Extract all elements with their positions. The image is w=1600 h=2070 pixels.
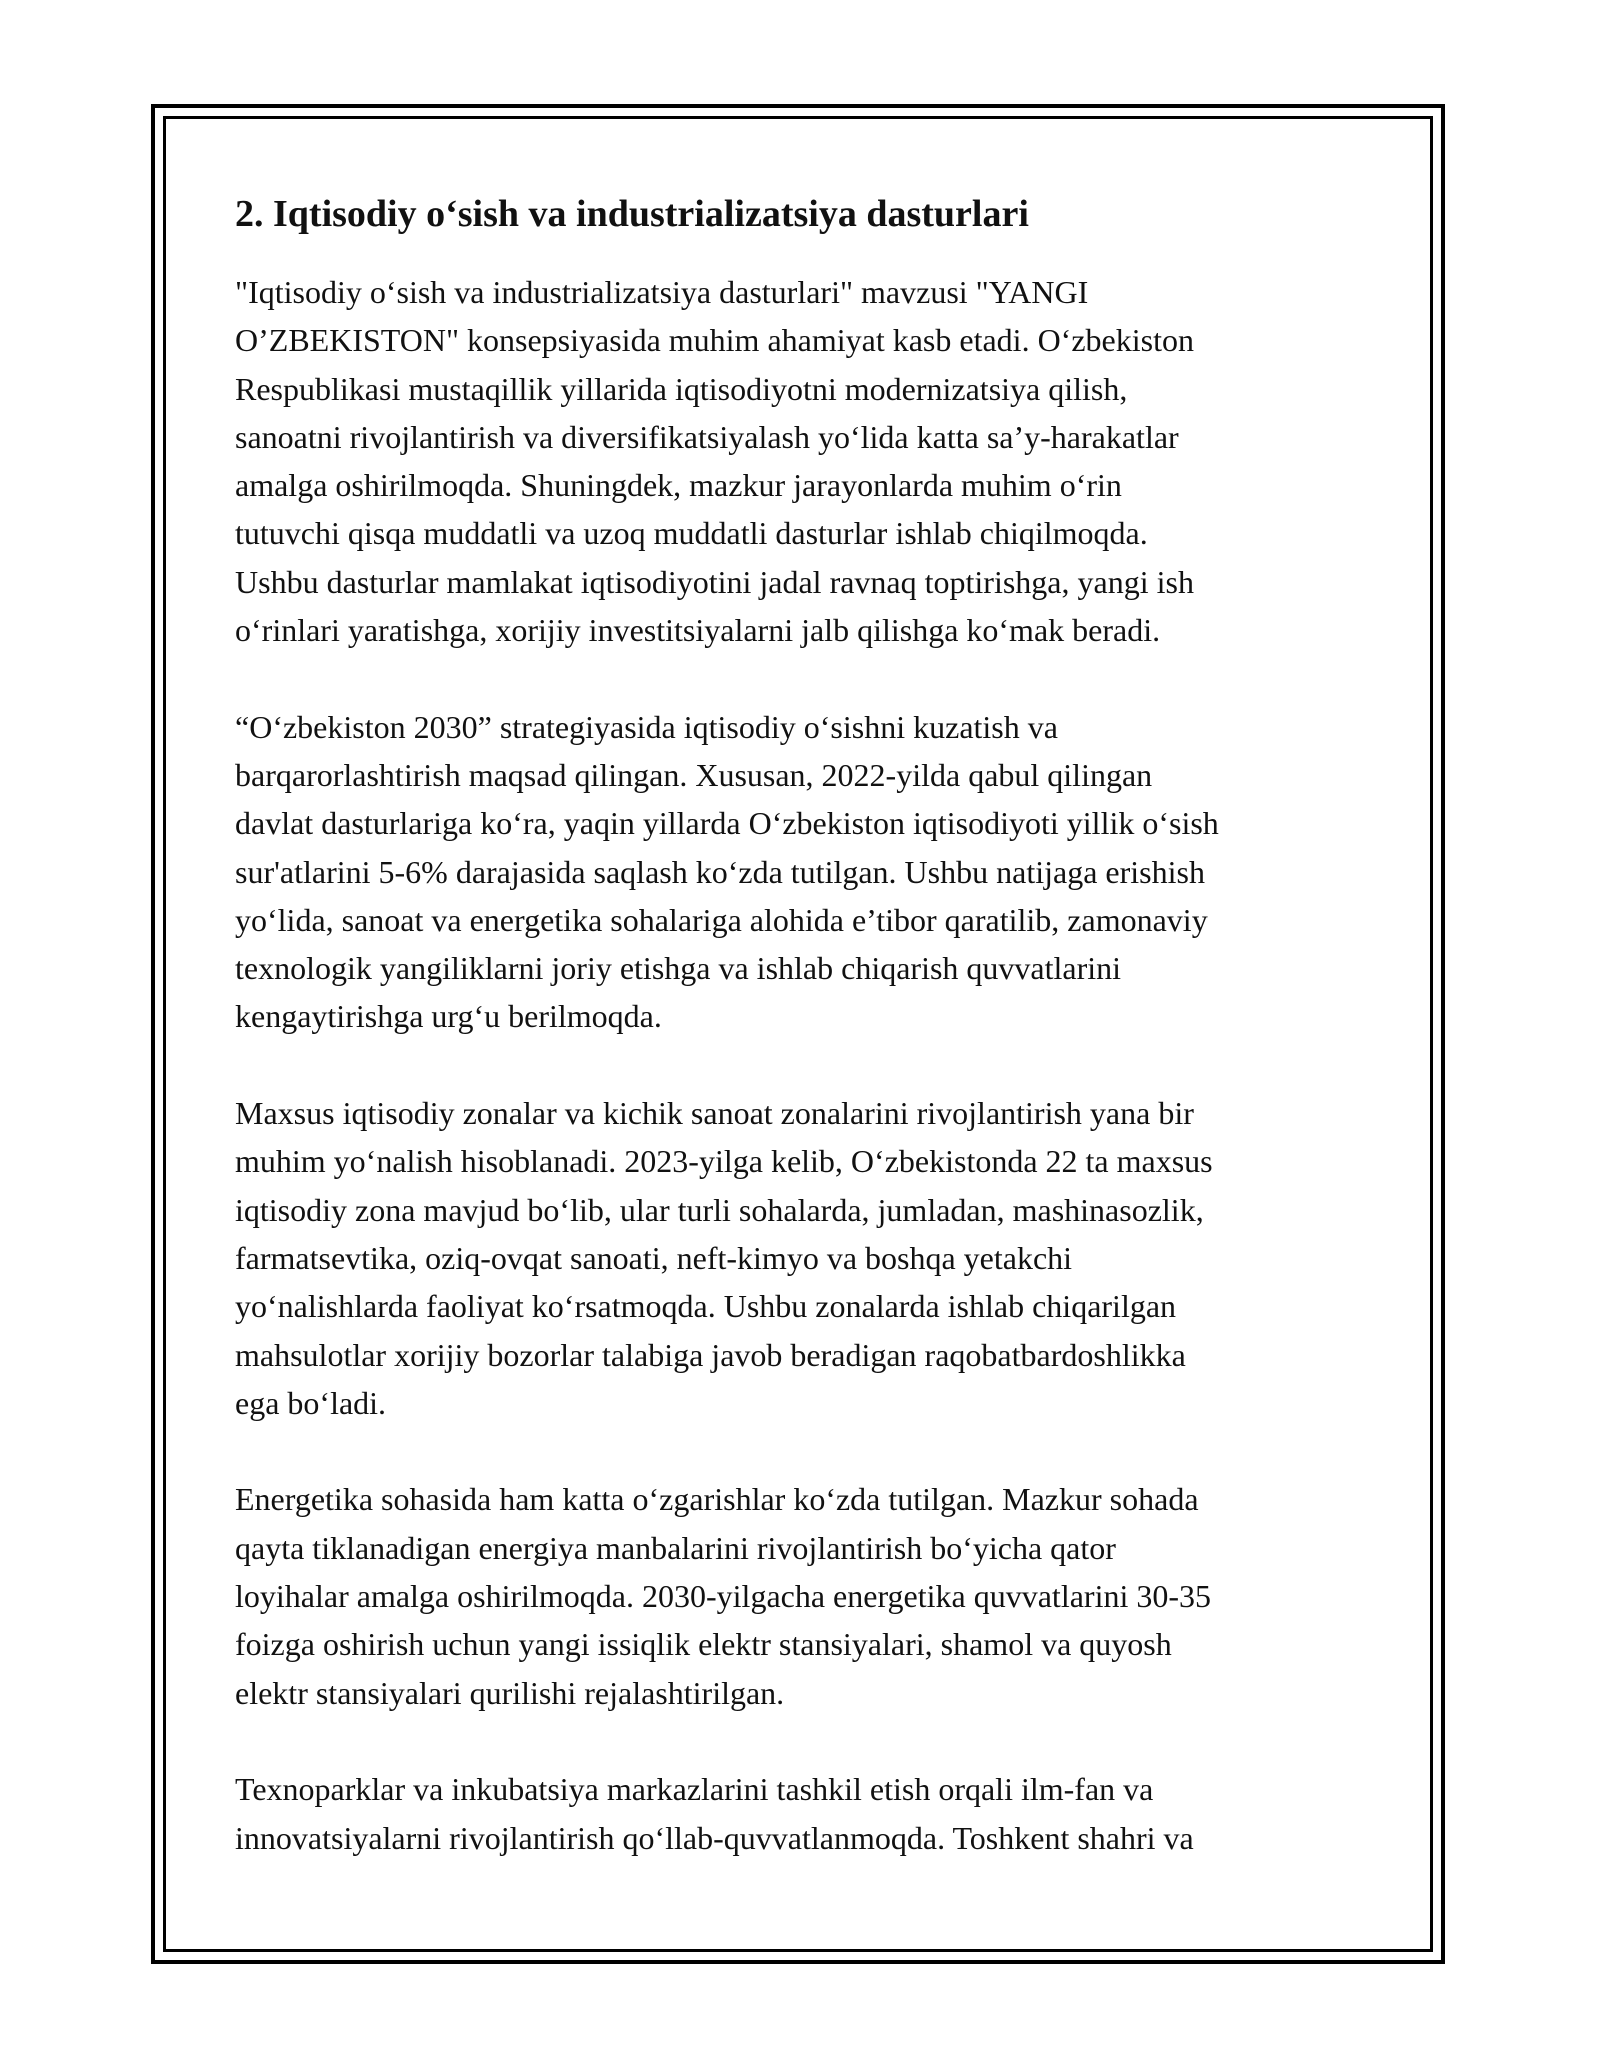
text-line: Energetika sohasida ham katta o‘zgarishlar ko‘zda tutilgan. Mazkur sohada	[235, 1481, 1199, 1518]
text-line: yo‘nalishlarda faoliyat ko‘rsatmoqda. Ushbu zonalarda ishlab chiqarilgan	[235, 1288, 1177, 1325]
paragraph-1	[235, 268, 1365, 654]
text-line: loyihalar amalga oshirilmoqda. 2030-yilgacha energetika quvvatlarini 30-35	[235, 1578, 1211, 1615]
text-line: davlat dasturlariga ko‘ra, yaqin yillarda O‘zbekiston iqtisodiyoti yillik o‘sish	[235, 805, 1219, 842]
text-line: sur'atlarini 5-6% darajasida saqlash ko‘zda tutilgan. Ushbu natijaga erishish	[235, 853, 1205, 890]
text-line: elektr stansiyalari qurilishi rejalashtirilgan.	[235, 1674, 785, 1711]
text-line: "Iqtisodiy o‘sish va industrializatsiya dasturlari" mavzusi "YANGI	[235, 274, 1089, 310]
text-line: yo‘lida, sanoat va energetika sohalariga alohida e’tibor qaratilib, zamonaviy	[235, 901, 1208, 938]
text-line: farmatsevtika, oziq-ovqat sanoati, neft-kimyo va boshqa yetakchi	[235, 1239, 1073, 1276]
section-heading: 2. Iqtisodiy o‘sish va industrializatsiya dasturlari	[235, 193, 1029, 235]
text-line: amalga oshirilmoqda. Shuningdek, mazkur jarayonlarda muhim o‘rin	[235, 467, 1122, 504]
text-line: muhim yo‘nalish hisoblanadi. 2023-yilga kelib, O‘zbekistonda 22 ta maxsus	[235, 1143, 1213, 1180]
text-line: Respublikasi mustaqillik yillarida iqtisodiyotni modernizatsiya qilish,	[235, 370, 1128, 407]
text-line: iqtisodiy zona mavjud bo‘lib, ular turli sohalarda, jumladan, mashinasozlik,	[235, 1191, 1204, 1228]
text-line: ega bo‘ladi.	[235, 1384, 387, 1421]
paragraph-2	[235, 703, 1365, 1041]
text-line: sanoatni rivojlantirish va diversifikatsiyalash yo‘lida katta sa’y-harakatlar	[235, 418, 1179, 455]
paragraph-4	[235, 1475, 1365, 1716]
text-line: o‘rinlari yaratishga, xorijiy investitsiyalarni jalb qilishga ko‘mak beradi.	[235, 612, 1161, 649]
text-line: foizga oshirish uchun yangi issiqlik elektr stansiyalari, shamol va quyosh	[235, 1626, 1172, 1663]
text-line: texnologik yangiliklarni joriy etishga va ishlab chiqarish quvvatlarini	[235, 950, 1122, 987]
text-line: innovatsiyalarni rivojlantirish qo‘llab-quvvatlanmoqda. Toshkent shahri va	[235, 1819, 1194, 1856]
document-body	[235, 188, 1365, 1910]
text-line: tutuvchi qisqa muddatli va uzoq muddatli dasturlar ishlab chiqilmoqda.	[235, 515, 1148, 552]
text-line: kengaytirishga urg‘u berilmoqda.	[235, 998, 662, 1035]
paragraph-3	[235, 1089, 1365, 1427]
text-line: Texnoparklar va inkubatsiya markazlarini tashkil etish orqali ilm-fan va	[235, 1771, 1154, 1808]
text-line: mahsulotlar xorijiy bozorlar talabiga javob beradigan raqobatbardoshlikka	[235, 1336, 1186, 1373]
text-line: barqarorlashtirish maqsad qilingan. Xususan, 2022-yilda qabul qilingan	[235, 756, 1153, 793]
text-line: O’ZBEKISTON" konsepsiyasida muhim ahamiyat kasb etadi. O‘zbekiston	[235, 322, 1194, 359]
paragraph-5	[235, 1765, 1365, 1862]
text-line: “O‘zbekiston 2030” strategiyasida iqtisodiy o‘sishni kuzatish va	[235, 708, 1058, 745]
text-line: Ushbu dasturlar mamlakat iqtisodiyotini jadal ravnaq toptirishga, yangi ish	[235, 563, 1194, 600]
text-line: Maxsus iqtisodiy zonalar va kichik sanoat zonalarini rivojlantirish yana bir	[235, 1095, 1194, 1132]
text-line: qayta tiklanadigan energiya manbalarini rivojlantirish bo‘yicha qator	[235, 1529, 1116, 1566]
